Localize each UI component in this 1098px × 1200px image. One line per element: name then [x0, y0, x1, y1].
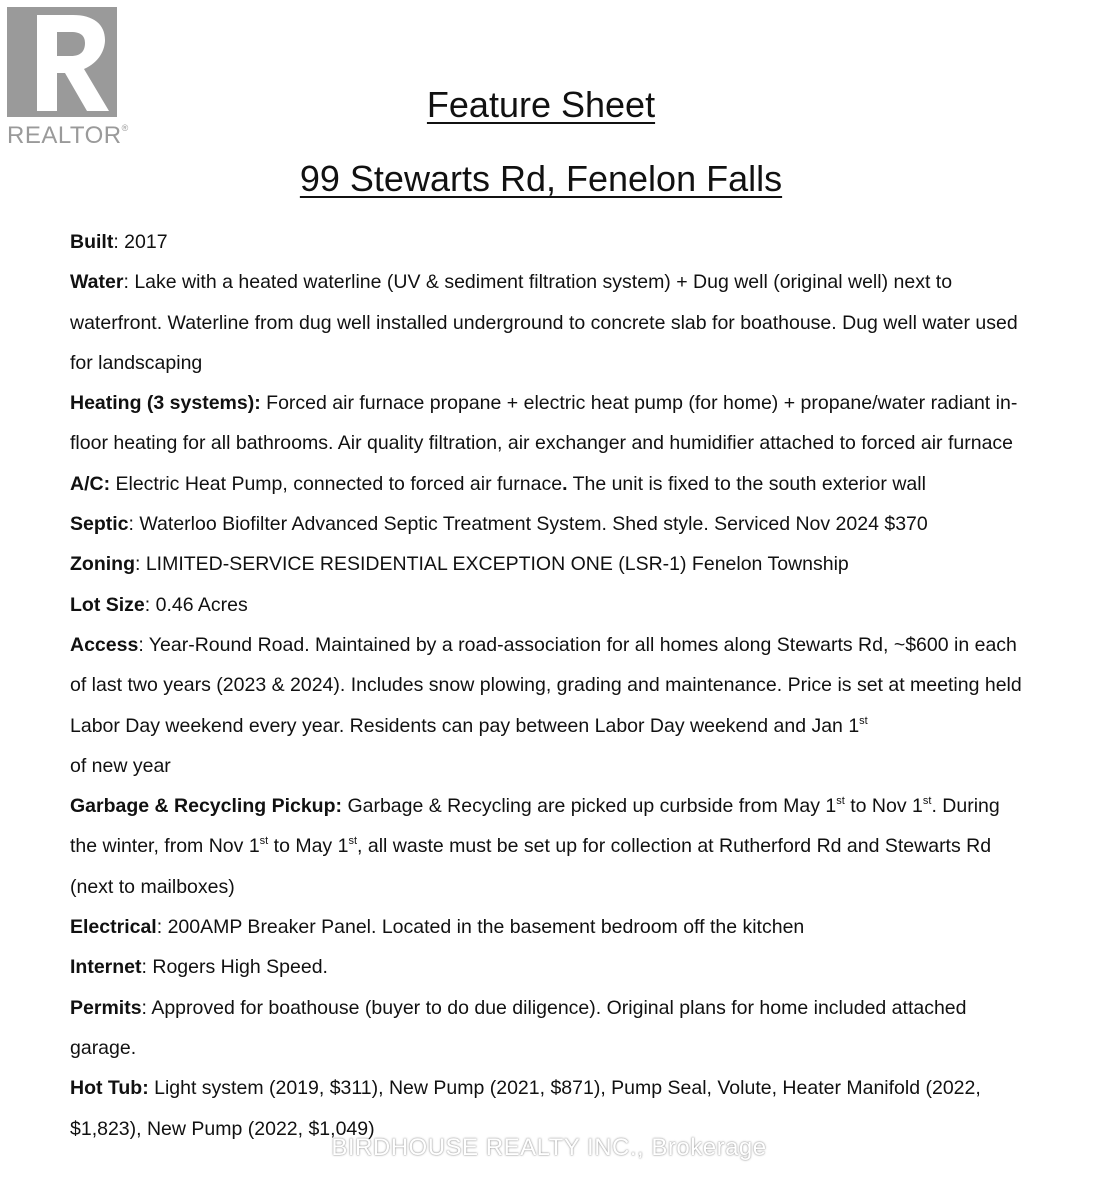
- feature-value: Forced air furnace propane + electric heat pump (for home) + propane/water radiant in-floor heating for all bathrooms. Air quality filtration, air exchanger and humidifier attached to forced air furnace: [70, 392, 1018, 455]
- feature-water: Water: Lake with a heated waterline (UV & sediment filtration system) + Dug well (original well) next to waterfront. Waterline from dug well installed underground to concrete slab for boathouse. Dug well water used for landscaping: [70, 271, 1018, 374]
- feature-internet: Internet: Rogers High Speed.: [70, 956, 328, 979]
- feature-value: 0.46 Acres: [155, 593, 248, 616]
- realtor-logo: [5, 5, 127, 150]
- realtor-logo-text: REALTOR®: [7, 122, 129, 149]
- feature-zoning: Zoning: LIMITED-SERVICE RESIDENTIAL EXCEPTION ONE (LSR-1) Fenelon Township: [70, 553, 849, 576]
- feature-value: Light system (2019, $311), New Pump (2021, $871), Pump Seal, Volute, Heater Manifold (2022, $1,823), New Pump (2022, $1,049): [70, 1077, 981, 1140]
- feature-value: Waterloo Biofilter Advanced Septic Treatment System. Shed style. Serviced Nov 2024 $370: [139, 513, 928, 536]
- feature-built: Built: 2017: [70, 231, 168, 253]
- feature-label: Water: [70, 271, 124, 294]
- feature-value: Approved for boathouse (buyer to do due diligence). Original plans for home included attached garage.: [70, 996, 967, 1059]
- feature-label: Access: [70, 633, 139, 656]
- feature-label: Electrical: [70, 916, 157, 939]
- feature-value: LIMITED-SERVICE RESIDENTIAL EXCEPTION ONE (LSR-1) Fenelon Township: [145, 553, 849, 576]
- feature-value: Lake with a heated waterline (UV & sediment filtration system) + Dug well (original well) next to waterfront. Waterline from dug well installed underground to concrete slab for boathouse. Dug well water used for landscaping: [70, 271, 1018, 374]
- feature-label: Internet: [70, 956, 142, 979]
- feature-value: Rogers High Speed.: [152, 956, 328, 979]
- feature-electrical: Electrical: 200AMP Breaker Panel. Located in the basement bedroom off the kitchen: [70, 916, 805, 939]
- feature-value: Electric Heat Pump, connected to forced air furnace: [115, 472, 563, 495]
- feature-label: Lot Size: [70, 593, 145, 616]
- feature-value: Year-Round Road. Maintained by a road-association for all homes along Stewarts Rd, ~$600 in each of last two years (2023 & 2024). Includes snow plowing, grading and maintenance. Price is set at meeting held Labor Day weekend every year. Residents can pay between Labor Day weekend and Jan 1: [70, 633, 1022, 737]
- property-address: 99 Stewarts Rd, Fenelon Falls: [299, 158, 783, 199]
- feature-value: 200AMP Breaker Panel. Located in the basement bedroom off the kitchen: [167, 916, 805, 939]
- feature-list: [70, 222, 1030, 1149]
- feature-heating: [70, 383, 1030, 464]
- feature-ac: A/C: Electric Heat Pump, connected to forced air furnace. The unit is fixed to the south exterior wall: [70, 472, 926, 495]
- feature-label: Septic: [70, 513, 129, 536]
- feature-label: Heating (3 systems):: [70, 392, 261, 415]
- brokerage-watermark: BIRDHOUSE REALTY INC., Brokerage: [331, 1134, 767, 1161]
- feature-label: A/C:: [70, 472, 111, 495]
- feature-lot-size: Lot Size: 0.46 Acres: [70, 593, 248, 616]
- feature-label: Hot Tub:: [70, 1077, 149, 1100]
- feature-label: Permits: [70, 996, 142, 1019]
- feature-label: Garbage & Recycling Pickup:: [70, 795, 343, 818]
- feature-value: 2017: [124, 231, 168, 253]
- feature-permits: Permits: Approved for boathouse (buyer to do due diligence). Original plans for home included attached garage.: [70, 996, 967, 1059]
- page-title: Feature Sheet: [426, 84, 656, 125]
- feature-label: Zoning: [70, 553, 135, 576]
- feature-value: The unit is fixed to the south exterior wall: [572, 472, 926, 495]
- feature-garbage: Garbage & Recycling Pickup: Garbage & Recycling are picked up curbside from May 1st to Nov 1st. During the winter, from Nov 1st to May 1st, all waste must be set up for collection at Rutherford Rd and Stewarts Rd (next to mailboxes): [70, 795, 1000, 898]
- feature-septic: Septic: Waterloo Biofilter Advanced Septic Treatment System. Shed style. Serviced Nov 2024 $370: [70, 513, 928, 536]
- feature-label: Built: [70, 231, 114, 253]
- feature-access: Access: Year-Round Road. Maintained by a road-association for all homes along Stewarts Rd, ~$600 in each of last two years (2023 & 2024). Includes snow plowing, grading and maintenance. Price is set at meeting held Labor Day weekend every year. Residents can pay between Labor Day weekend and Jan 1st of new year: [70, 633, 1022, 777]
- feature-value: of new year: [70, 754, 171, 777]
